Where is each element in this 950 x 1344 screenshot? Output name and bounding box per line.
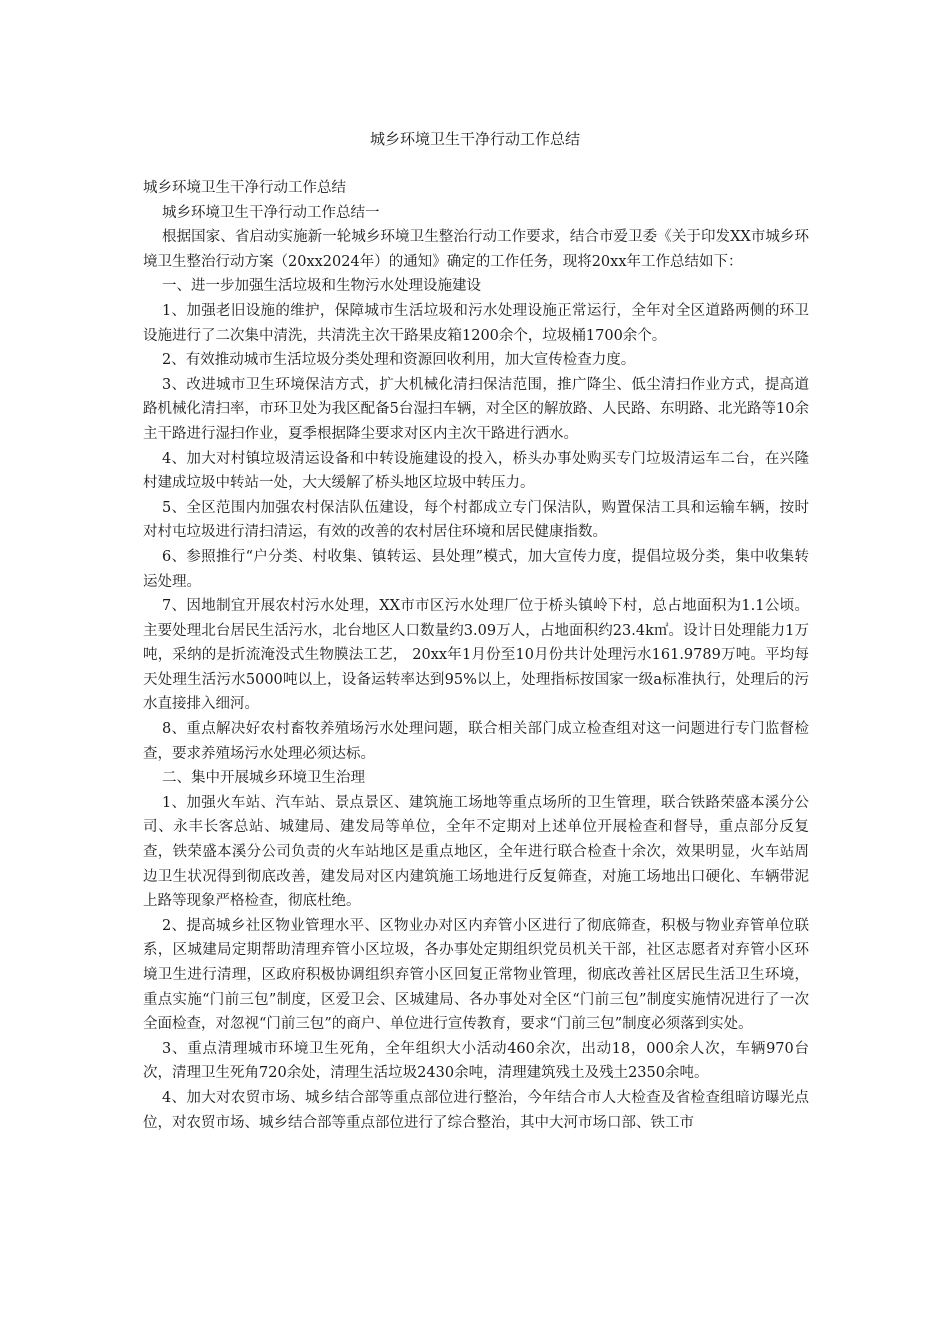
- document-body: [143, 176, 809, 1135]
- paragraph: 2、有效推动城市生活垃圾分类处理和资源回收利用，加大宣传检查力度。: [162, 352, 636, 369]
- paragraph: 8、重点解决好农村畜牧养殖场污水处理问题，联合相关部门成立检查组对这一问题进行专门监督检查，要求养殖场污水处理必须达标。: [143, 721, 809, 762]
- paragraph: 一、进一步加强生活垃圾和生物污水处理设施建设: [162, 278, 481, 295]
- paragraph: 4、加大对农贸市场、城乡结合部等重点部位进行整治，今年结合市人大检查及省检查组暗访曝光点位，对农贸市场、城乡结合部等重点部位进行了综合整治，其中大河市场口部、铁工市: [143, 1089, 809, 1131]
- paragraph: 1、加强老旧设施的维护，保障城市生活垃圾和污水处理设施正常运行，全年对全区道路两侧的环卫设施进行了二次集中清洗，共清洗主次干路果皮箱1200余个，垃圾桶1700余个。: [143, 302, 809, 344]
- paragraph: 根据国家、省启动实施新一轮城乡环境卫生整治行动工作要求，结合市爱卫委《关于印发XX市城乡环境卫生整治行动方案（20xx2024年）的通知》确定的工作任务，现将20xx年工作总结如下：: [143, 229, 809, 270]
- paragraph: 7、因地制宜开展农村污水处理，XX市市区污水处理厂位于桥头镇岭下村，总占地面积为1.1公顷。主要处理北台居民生活污水，北台地区人口数量约3.09万人，占地面积约23.4k㎡。设计日处理能力1万吨，采纳的是折流淹没式生物膜法工艺， 20xx年1月份至10月份共计处理污水161.9789万吨。平均每天处理生活污水5000吨以上，设备运转率达到95%以上，处理指标按国家一级a标准执行，处理后的污水直接排入细河。: [143, 598, 809, 713]
- paragraph: 二、集中开展城乡环境卫生治理: [162, 770, 365, 787]
- paragraph: 2、提高城乡社区物业管理水平、区物业办对区内弃管小区进行了彻底筛查，积极与物业弃管单位联系，区城建局定期帮助清理弃管小区垃圾，各办事处定期组织党员机关干部，社区志愿者对弃管小区环境卫生进行清理，区政府积极协调组织弃管小区回复正常物业管理，彻底改善社区居民生活卫生环境，重点实施“门前三包”制度，区爱卫会、区城建局、各办事处对全区“门前三包”制度实施情况进行了一次全面检查，对忽视“门前三包”的商户、单位进行宣传教育，要求“门前三包”制度必须落到实处。: [143, 917, 809, 1033]
- paragraph: 1、加强火车站、汽车站、景点景区、建筑施工场地等重点场所的卫生管理，联合铁路荣盛本溪分公司、永丰长客总站、城建局、建发局等单位，全年不定期对上述单位开展检查和督导，重点部分反复查，铁荣盛本溪分公司负责的火车站地区是重点地区，全年进行联合检查十余次，效果明显，火车站周边卫生状况得到彻底改善，建发局对区内建筑施工场地进行反复筛查，对施工场地出口硬化、车辆带泥上路等现象严格检查，彻底杜绝。: [143, 794, 809, 910]
- paragraph: 3、重点清理城市环境卫生死角，全年组织大小活动460余次，出动18，000余人次，车辆970台次，清理卫生死角720余处，清理生活垃圾2430余吨，清理建筑残土及残土2350余吨。: [143, 1040, 809, 1082]
- paragraph: 4、加大对村镇垃圾清运设备和中转设施建设的投入，桥头办事处购买专门垃圾清运车二台，在兴隆村建成垃圾中转站一处，大大缓解了桥头地区垃圾中转压力。: [143, 450, 809, 492]
- paragraph: 3、改进城市卫生环境保洁方式，扩大机械化清扫保洁范围，推广降尘、低尘清扫作业方式，提高道路机械化清扫率，市环卫处为我区配备5台湿扫车辆，对全区的解放路、人民路、东明路、北光路等10余主干路进行湿扫作业，夏季根据降尘要求对区内主次干路进行洒水。: [143, 376, 809, 442]
- paragraph: 6、参照推行“户分类、村收集、镇转运、县处理”模式，加大宣传力度，提倡垃圾分类，集中收集转运处理。: [143, 548, 809, 590]
- paragraph: 城乡环境卫生干净行动工作总结一: [162, 204, 380, 221]
- paragraph: 城乡环境卫生干净行动工作总结: [143, 180, 346, 196]
- paragraph: 5、全区范围内加强农村保洁队伍建设，每个村都成立专门保洁队，购置保洁工具和运输车辆，按时对村屯垃圾进行清扫清运，有效的改善的农村居住环境和居民健康指数。: [143, 499, 809, 541]
- document-title: 城乡环境卫生干净行动工作总结: [369, 130, 580, 148]
